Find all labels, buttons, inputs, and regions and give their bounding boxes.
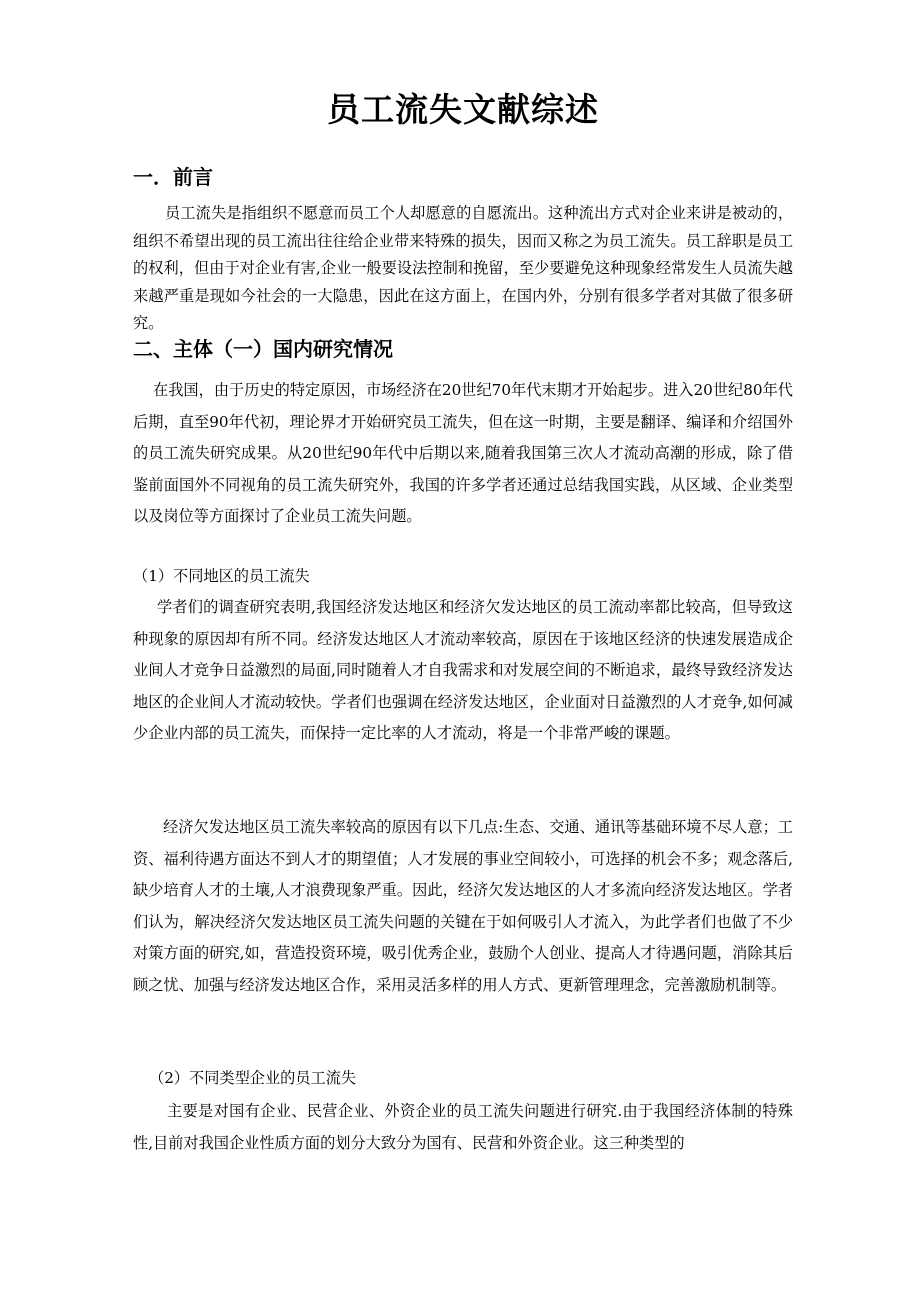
section-heading-preface: 一．前言: [133, 165, 213, 189]
enterprise-types-paragraph: 主要是对国有企业、民营企业、外资企业的员工流失问题进行研究.由于我国经济体制的特殊性,目前对我国企业性质方面的划分大致分为国有、民营和外资企业。这三种类型的: [133, 1102, 793, 1152]
regions-paragraph-underdeveloped: 经济欠发达地区员工流失率较高的原因有以下几点:生态、交通、通讯等基础环境不尽人意；工资、福利待遇方面达不到人才的期望值；人才发展的事业空间较小，可选择的机会不多；观念落后,缺少培育人才的土壤,人才浪费现象严重。因此，经济欠发达地区的人才多流向经济发达地区。学者们认为，解决经济欠发达地区员工流失问题的关键在于如何吸引人才流入，为此学者们也做了不少对策方面的研究,如，营造投资环境，吸引优秀企业，鼓励个人创业、提高人才待遇问题，消除其后顾之忧、加强与经济发达地区合作，采用灵活多样的用人方式、更新管理理念，完善激励机制等。: [133, 818, 793, 994]
preface-paragraph: 员工流失是指组织不愿意而员工个人却愿意的自愿流出。这种流出方式对企业来讲是被动的，组织不希望出现的员工流出往往给企业带来特殊的损失，因而又称之为员工流失。员工辞职是员工的权利，但由于对企业有害,企业一般要设法控制和挽留，至少要避免这种现象经常发生人员流失越来越严重是现如今社会的一大隐患，因此在这方面上，在国内外，分别有很多学者对其做了很多研究。: [133, 204, 793, 332]
domestic-research-paragraph: 在我国，由于历史的特定原因，市场经济在20世纪70年代末期才开始起步。进入20世纪80年代后期，直至90年代初，理论界才开始研究员工流失，但在这一时期，主要是翻译、编译和介绍国外的员工流失研究成果。从20世纪90年代中后期以来,随着我国第三次人才流动高潮的形成，除了借鉴前面国外不同视角的员工流失研究外，我国的许多学者还通过总结我国实践，从区域、企业类型以及岗位等方面探讨了企业员工流失问题。: [133, 381, 793, 525]
regions-paragraph-developed: 学者们的调查研究表明,我国经济发达地区和经济欠发达地区的员工流动率都比较高，但导致这种现象的原因却有所不同。经济发达地区人才流动率较高，原因在于该地区经济的快速发展造成企业间人才竞争日益激烈的局面,同时随着人才自我需求和对发展空间的不断追求，最终导致经济发达地区的企业间人才流动较快。学者们也强调在经济发达地区，企业面对日益激烈的人才竞争,如何减少企业内部的员工流失，而保持一定比率的人才流动，将是一个非常严峻的课题。: [133, 598, 793, 742]
section-heading-main: 二、主体（一）国内研究情况: [133, 337, 393, 361]
document-title: 员工流失文献综述: [327, 90, 599, 129]
subsection-heading-enterprise-types: （2）不同类型企业的员工流失: [149, 1069, 357, 1087]
subsection-heading-regions: （1）不同地区的员工流失: [133, 567, 310, 585]
